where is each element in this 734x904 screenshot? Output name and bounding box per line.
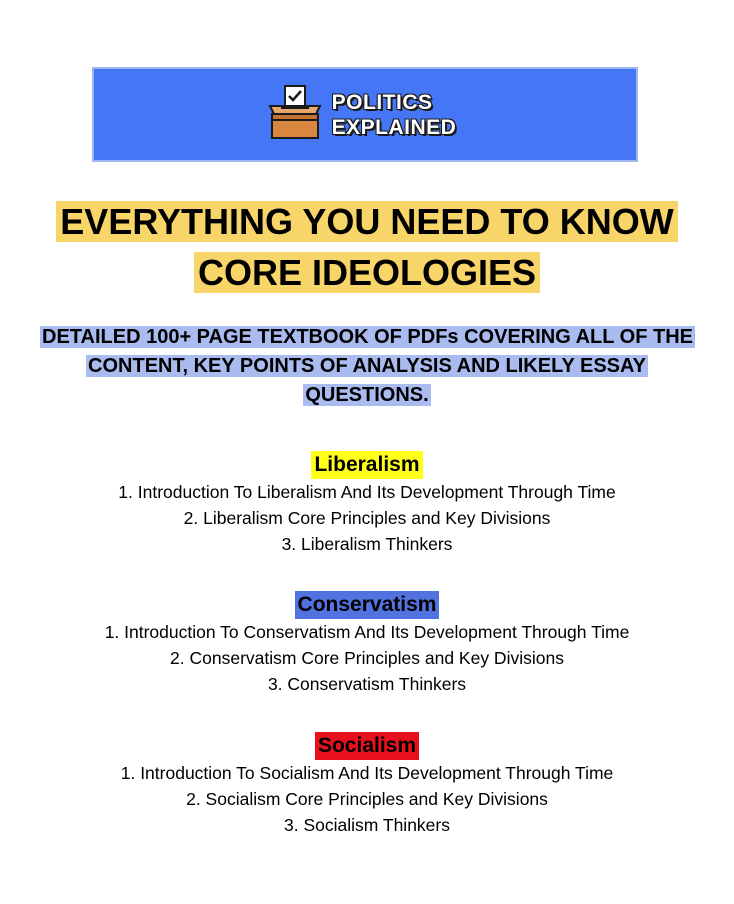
headline-text-1: EVERYTHING YOU NEED TO KNOW (56, 201, 677, 242)
list-item: 1. Introduction To Liberalism And Its Development Through Time (118, 482, 616, 502)
list-item: 3. Socialism Thinkers (284, 815, 450, 835)
list-item: 3. Conservatism Thinkers (267, 674, 467, 694)
list-item: 2. Socialism Core Principles and Key Divisions (186, 789, 548, 809)
section-title: Socialism (315, 732, 419, 760)
section-title: Conservatism (295, 591, 440, 619)
list-item: 1. Introduction To Conservatism And Its Development Through Time (104, 622, 630, 642)
headline-line-2 (0, 251, 734, 295)
section-conservatism (0, 591, 734, 697)
headline-text-2: CORE IDEOLOGIES (194, 252, 540, 293)
list-item: 2. Conservatism Core Principles and Key Divisions (170, 648, 564, 668)
logo-line-2: EXPLAINED (331, 115, 457, 139)
subheading (40, 323, 694, 410)
headline-line-1 (0, 200, 734, 244)
list-item: 2. Liberalism Core Principles and Key Divisions (183, 508, 551, 528)
section-liberalism (0, 451, 734, 557)
section-socialism (0, 732, 734, 838)
logo-text (332, 90, 457, 140)
ballot-box-icon (266, 84, 324, 145)
logo-banner (92, 67, 638, 162)
logo (266, 84, 457, 145)
logo-line-1: POLITICS (331, 90, 433, 114)
list-item: 1. Introduction To Socialism And Its Development Through Time (120, 763, 614, 783)
subheading-text: DETAILED 100+ PAGE TEXTBOOK OF PDFs COVERING ALL OF THE CONTENT, KEY POINTS OF ANALYSIS AND LIKELY ESSAY QUESTIONS. (42, 326, 694, 406)
section-title: Liberalism (311, 451, 422, 479)
list-item: 3. Liberalism Thinkers (281, 534, 453, 554)
